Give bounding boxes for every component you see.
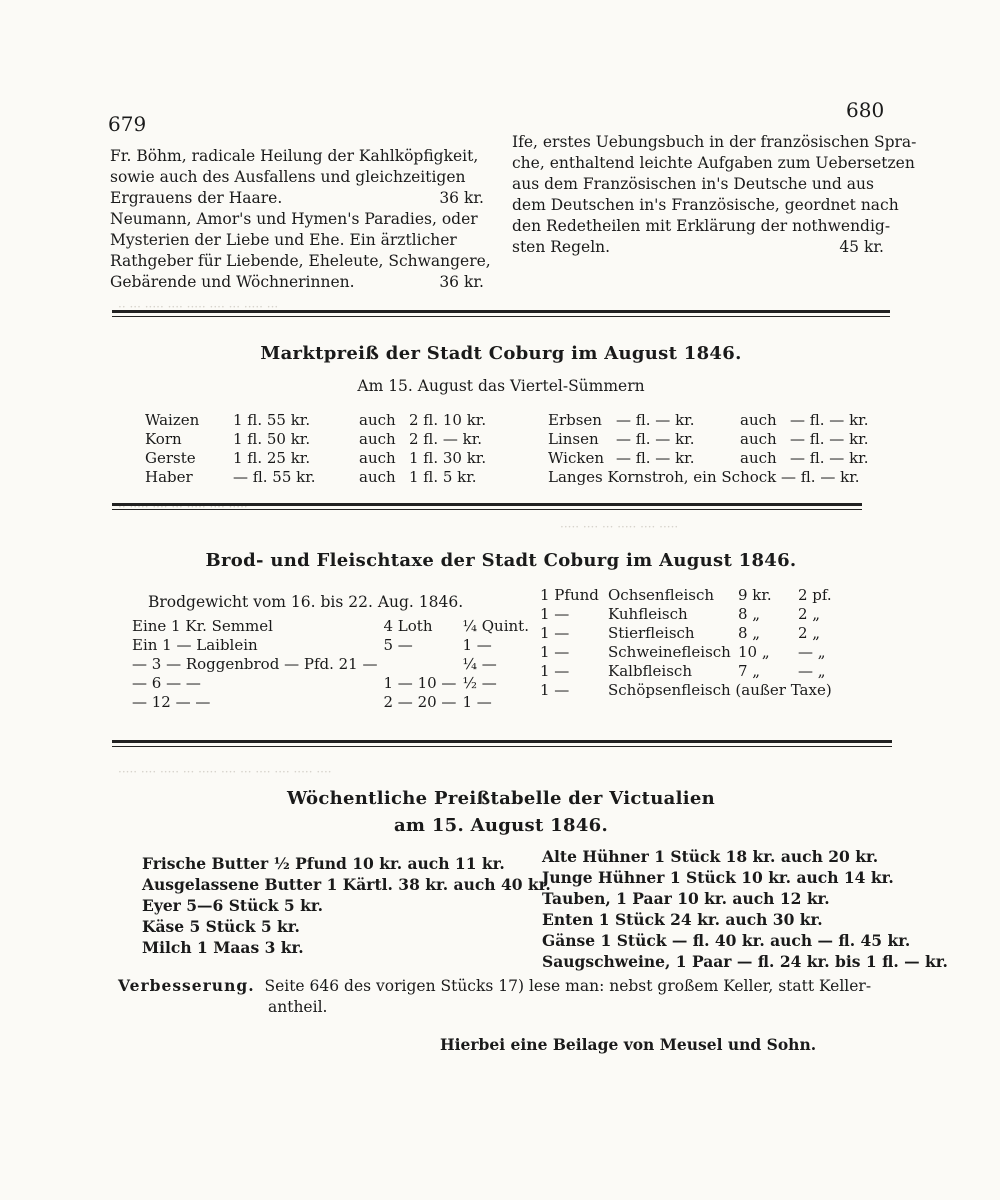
- book-ad-line: che, enthaltend leichte Aufgaben zum Uebersetzen: [512, 154, 915, 172]
- market-table-left: [145, 410, 492, 486]
- list-item: Junge Hühner 1 Stück 10 kr. auch 14 kr.: [542, 868, 894, 887]
- price-sep: auch: [359, 411, 396, 429]
- book-ad-bohm: [110, 146, 484, 209]
- table-row: [548, 467, 874, 486]
- bread-item: — 6 — —: [132, 674, 201, 692]
- meat-name: Kalbfleisch: [608, 662, 692, 680]
- price-low: 1 fl. 55 kr.: [233, 411, 311, 429]
- price-high: — fl. — kr.: [790, 430, 869, 448]
- meat-name: Kuhfleisch: [608, 605, 688, 623]
- meat-kr: 8 „: [738, 605, 761, 623]
- bread-item: Ein 1 — Laiblein: [132, 636, 258, 654]
- table-row: [132, 654, 535, 673]
- book-ad-line: sowie auch des Ausfallens und gleichzeitigen: [110, 168, 466, 186]
- list-item: Tauben, 1 Paar 10 kr. auch 12 kr.: [542, 889, 830, 908]
- weekly-list-left: [142, 853, 551, 958]
- bread-weight: 5 —: [383, 636, 413, 654]
- correction-label: Verbesserung.: [118, 976, 255, 995]
- book-ad-line: Ife, erstes Uebungsbuch in der französischen Spra-: [512, 133, 917, 151]
- book-ad-price: 36 kr.: [439, 189, 484, 207]
- bread-item: — 12 — —: [132, 693, 211, 711]
- straw-price: Langes Kornstroh, ein Schock — fl. — kr.: [548, 468, 860, 486]
- meat-pf: — „: [798, 643, 826, 661]
- meat-kr: 10 „: [738, 643, 770, 661]
- grain-name: Haber: [145, 468, 193, 486]
- weekly-title: Wöchentliche Preißtabelle der Victualien: [286, 788, 715, 809]
- table-row: [132, 692, 535, 711]
- price-low: — fl. — kr.: [616, 449, 695, 467]
- show-through-text: ·· ··· ····· ···· ····· ···· ··· ····· ···: [118, 300, 279, 314]
- legume-name: Wicken: [548, 449, 604, 467]
- market-subtitle: Am 15. August das Viertel-Sümmern: [357, 377, 645, 395]
- tax-title: Brod- und Fleischtaxe der Stadt Coburg im August 1846.: [205, 550, 797, 571]
- correction-note: [118, 975, 898, 1018]
- price-low: — fl. — kr.: [616, 430, 695, 448]
- show-through-text: ·· ····· ···· ··· ····· ···· ·····: [118, 500, 248, 514]
- book-ad-price: 36 kr.: [439, 273, 484, 291]
- book-ad-line: sten Regeln.: [512, 238, 611, 256]
- book-ad-line: Mysterien der Liebe und Ehe. Ein ärztlicher: [110, 231, 457, 249]
- meat-table: [540, 585, 838, 699]
- list-item: Frische Butter ½ Pfund 10 kr. auch 11 kr.: [142, 854, 505, 873]
- correction-text: Seite 646 des vorigen Stücks 17) lese man: nebst großem Keller, statt Keller-: [264, 977, 872, 995]
- book-ad-line: aus dem Französischen in's Deutsche und aus: [512, 175, 874, 193]
- price-sep: auch: [359, 468, 396, 486]
- section-divider: [112, 310, 890, 313]
- meat-qty: 1 —: [540, 624, 570, 642]
- bread-quint: ½ —: [462, 674, 497, 692]
- table-row: [132, 616, 535, 635]
- bread-weight: 2 — 20 —: [383, 693, 457, 711]
- meat-kr: 9 kr.: [738, 586, 772, 604]
- meat-qty: 1 Pfund: [540, 586, 599, 604]
- bread-item: Eine 1 Kr. Semmel: [132, 617, 273, 635]
- list-item: Käse 5 Stück 5 kr.: [142, 917, 300, 936]
- price-high: 1 fl. 5 kr.: [409, 468, 477, 486]
- price-low: — fl. — kr.: [616, 411, 695, 429]
- table-row: [540, 680, 838, 699]
- price-high: 2 fl. — kr.: [409, 430, 483, 448]
- table-row: [145, 429, 492, 448]
- table-row: [145, 448, 492, 467]
- table-row: [540, 642, 838, 661]
- meat-name: Ochsenfleisch: [608, 586, 715, 604]
- list-item: Saugschweine, 1 Paar — fl. 24 kr. bis 1 fl. — kr.: [542, 952, 948, 971]
- book-ad-line: den Redetheilen mit Erklärung der nothwendig-: [512, 217, 891, 235]
- table-row: [540, 585, 838, 604]
- meat-pf: — „: [798, 662, 826, 680]
- table-row: [548, 429, 874, 448]
- book-ad-line: Fr. Böhm, radicale Heilung der Kahlköpfigkeit,: [110, 147, 479, 165]
- bread-quint: 1 —: [462, 693, 492, 711]
- list-item: Ausgelassene Butter 1 Kärtl. 38 kr. auch 40 kr.: [142, 875, 551, 894]
- price-sep: auch: [359, 449, 396, 467]
- meat-kr: 7 „: [738, 662, 761, 680]
- book-ad-line: Gebärende und Wöchnerinnen.: [110, 273, 355, 291]
- list-item: Eyer 5—6 Stück 5 kr.: [142, 896, 323, 915]
- correction-text-cont: antheil.: [268, 998, 328, 1016]
- weekly-list-right: [542, 846, 948, 972]
- list-item: Milch 1 Maas 3 kr.: [142, 938, 304, 957]
- bread-table: [132, 616, 535, 711]
- page-number-right: 680: [846, 98, 885, 122]
- meat-name: Schöpsenfleisch (außer Taxe): [608, 681, 832, 699]
- bread-heading: Brodgewicht vom 16. bis 22. Aug. 1846.: [148, 593, 464, 611]
- bread-weight: [384, 654, 463, 673]
- book-ad-line: Neumann, Amor's und Hymen's Paradies, oder: [110, 210, 478, 228]
- price-sep: auch: [740, 411, 777, 429]
- book-ad-neumann: [110, 209, 491, 293]
- table-row: [132, 635, 535, 654]
- legume-name: Erbsen: [548, 411, 602, 429]
- grain-name: Korn: [145, 430, 182, 448]
- bread-quint: ¼ Quint.: [462, 617, 529, 635]
- table-row: [540, 661, 838, 680]
- price-low: 1 fl. 25 kr.: [233, 449, 311, 467]
- market-title: Marktpreiß der Stadt Coburg im August 1846.: [260, 343, 742, 364]
- section-divider: [112, 740, 892, 743]
- book-ad-line: Rathgeber für Liebende, Eheleute, Schwangere,: [110, 252, 491, 270]
- section-divider: [112, 503, 862, 506]
- book-ad-price: 45 kr.: [839, 238, 884, 256]
- price-high: — fl. — kr.: [790, 411, 869, 429]
- list-item: Alte Hühner 1 Stück 18 kr. auch 20 kr.: [542, 847, 879, 866]
- meat-qty: 1 —: [540, 643, 570, 661]
- book-ad-line: Ergrauens der Haare.: [110, 189, 283, 207]
- bread-item: — 3 — Roggenbrod — Pfd. 21 —: [132, 655, 378, 673]
- list-item: Enten 1 Stück 24 kr. auch 30 kr.: [542, 910, 823, 929]
- price-low: — fl. 55 kr.: [233, 468, 316, 486]
- meat-pf: 2 „: [798, 605, 821, 623]
- price-low: 1 fl. 50 kr.: [233, 430, 311, 448]
- weekly-subtitle: am 15. August 1846.: [393, 815, 609, 836]
- meat-qty: 1 —: [540, 605, 570, 623]
- market-table-right: [548, 410, 874, 486]
- table-row: [145, 467, 492, 486]
- page-number-left: 679: [108, 112, 147, 136]
- list-item: Gänse 1 Stück — fl. 40 kr. auch — fl. 45 kr.: [542, 931, 911, 950]
- meat-qty: 1 —: [540, 681, 570, 699]
- table-row: [145, 410, 492, 429]
- bread-quint: 1 —: [462, 636, 492, 654]
- grain-name: Waizen: [145, 411, 200, 429]
- meat-name: Stierfleisch: [608, 624, 695, 642]
- meat-name: Schweinefleisch: [608, 643, 731, 661]
- bread-weight: 4 Loth: [383, 617, 433, 635]
- meat-kr: 8 „: [738, 624, 761, 642]
- table-row: [540, 604, 838, 623]
- price-sep: auch: [740, 430, 777, 448]
- price-high: — fl. — kr.: [790, 449, 869, 467]
- meat-qty: 1 —: [540, 662, 570, 680]
- book-ad-ife: [512, 132, 917, 258]
- price-sep: auch: [740, 449, 777, 467]
- legume-name: Linsen: [548, 430, 599, 448]
- table-row: [132, 673, 535, 692]
- meat-pf: 2 pf.: [798, 586, 832, 604]
- grain-name: Gerste: [145, 449, 196, 467]
- bread-quint: ¼ —: [462, 655, 497, 673]
- price-sep: auch: [359, 430, 396, 448]
- price-high: 2 fl. 10 kr.: [409, 411, 487, 429]
- table-row: [548, 410, 874, 429]
- supplement-note: Hierbei eine Beilage von Meusel und Sohn.: [440, 1035, 817, 1054]
- bread-weight: 1 — 10 —: [383, 674, 457, 692]
- book-ad-line: dem Deutschen in's Französische, geordnet nach: [512, 196, 899, 214]
- show-through-text: ····· ···· ··· ····· ···· ·····: [560, 520, 679, 534]
- meat-pf: 2 „: [798, 624, 821, 642]
- price-high: 1 fl. 30 kr.: [409, 449, 487, 467]
- show-through-text: ····· ···· ····· ··· ····· ···· ··· ···· ···· ····· ····: [118, 765, 332, 779]
- table-row: [540, 623, 838, 642]
- table-row: [548, 448, 874, 467]
- book-ads-left: [110, 146, 491, 293]
